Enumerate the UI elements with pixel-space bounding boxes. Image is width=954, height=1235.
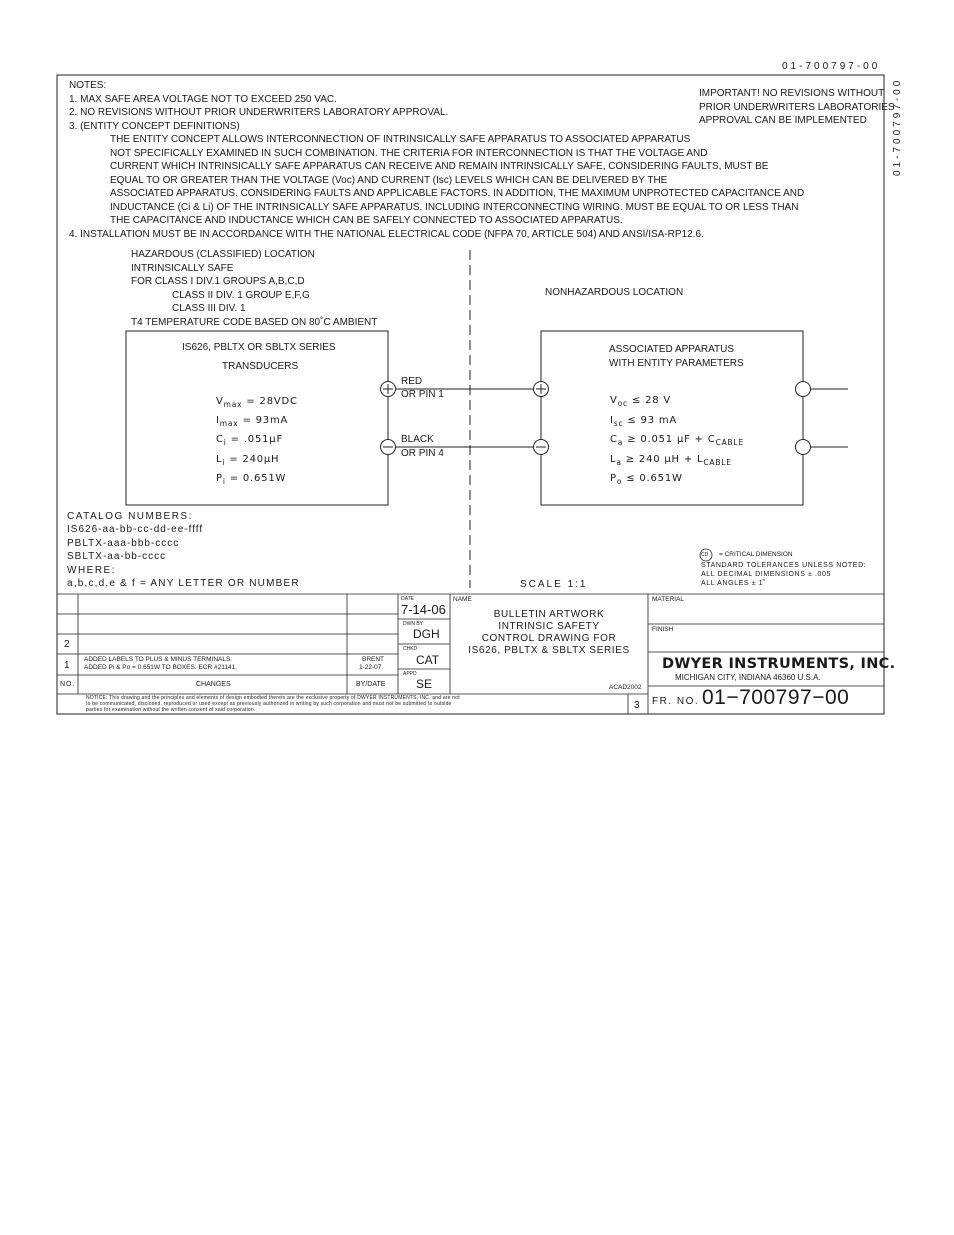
rev-by: BRENT	[362, 656, 385, 663]
black-pin-label: OR PIN 4	[401, 448, 444, 459]
note-3-line: NOT SPECIFICALLY EXAMINED IN SUCH COMBINATION. THE CRITERIA FOR INTERCONNECTION IS THAT THE VOLTAGE AND	[110, 148, 708, 159]
rev-date: 1-22-07	[359, 664, 382, 671]
note-3-line: ASSOCIATED APPARATUS. CONSIDERING FAULTS AND APPLICABLE FACTORS. IN ADDITION, THE MAXIMUM UNPROTECTED CAPACITANCE AND	[110, 188, 805, 199]
param-pi: $P_i = 0.651W$	[216, 473, 287, 486]
catalog-definition: a,b,c,d,e & f = ANY LETTER OR NUMBER	[67, 578, 300, 589]
note-3: 3. (ENTITY CONCEPT DEFINITIONS)	[69, 121, 240, 132]
drawing-name-line: BULLETIN ARTWORK	[493, 609, 605, 620]
company-name: DWYER INSTRUMENTS, INC.	[662, 656, 896, 672]
important-line: PRIOR UNDERWRITERS LABORATORIES	[699, 102, 895, 113]
minus-terminal-transducer	[381, 440, 396, 455]
date-label: DATE	[401, 596, 414, 602]
chkd-label: CHKD	[403, 646, 418, 652]
appd-value: SE	[416, 677, 433, 691]
transducer-subtitle: TRANSDUCERS	[222, 361, 299, 372]
material-label: MATERIAL	[652, 596, 685, 603]
scale-label: SCALE 1:1	[520, 579, 588, 590]
param-voc: $V_{oc} \le 28$ V	[610, 395, 672, 408]
tolerance-line: STANDARD TOLERANCES UNLESS NOTED:	[701, 562, 867, 569]
param-la: $L_a \ge 240$ $\mu H + L_{CABLE}$	[610, 454, 732, 467]
hazardous-line: INTRINSICALLY SAFE	[131, 263, 234, 274]
important-line: IMPORTANT! NO REVISIONS WITHOUT	[699, 88, 885, 99]
col-bydate: BY/DATE	[356, 681, 386, 688]
notice-line: to be communicated, disclosed, reproduced or used except as previously authorized in writing by such corporation and must not be submitted to outside	[86, 701, 452, 707]
tolerance-line: ALL ANGLES ± 1˚	[701, 580, 767, 587]
acad-version: ACAD2002	[609, 684, 642, 691]
hazardous-line: CLASS III DIV. 1	[172, 303, 246, 314]
tolerance-line: ALL DECIMAL DIMENSIONS ± .005	[701, 571, 832, 578]
drawing-number-top: 01-700797-00	[782, 61, 881, 72]
drawing-name-line: CONTROL DRAWING FOR	[481, 633, 617, 644]
output-terminal-2	[796, 440, 811, 455]
notice-line: NOTICE: This drawing and the principles and elements of design embodied therein are the exclusive property of DWYER INSTRUMENTS, INC. and are not	[86, 695, 460, 701]
associated-subtitle: WITH ENTITY PARAMETERS	[609, 358, 744, 369]
red-wire-label: RED	[401, 376, 423, 387]
note-3-line: THE CAPACITANCE AND INDUCTANCE WHICH CAN BE SAFELY CONNECTED TO ASSOCIATED APPARATUS.	[110, 215, 623, 226]
rev-number: 1	[64, 660, 70, 671]
important-line: APPROVAL CAN BE IMPLEMENTED	[699, 115, 867, 126]
hazardous-line: CLASS II DIV. 1 GROUP E,F,G	[172, 290, 310, 301]
catalog-line: PBLTX-aaa-bbb-cccc	[67, 538, 180, 549]
finish-label: FINISH	[652, 626, 674, 633]
col-no: NO.	[60, 681, 76, 688]
drawing-name-line: IS626, PBLTX & SBLTX SERIES	[468, 645, 630, 656]
cd-label: = CRITICAL DIMENSION	[719, 551, 793, 558]
date-value: 7-14-06	[401, 602, 446, 617]
transducer-title: IS626, PBLTX OR SBLTX SERIES	[182, 342, 336, 353]
catalog-line: SBLTX-aa-bb-cccc	[67, 551, 167, 562]
plus-terminal-associated	[534, 382, 549, 397]
note-3-line: EQUAL TO OR GREATER THAN THE VOLTAGE (Voc) AND CURRENT (Isc) LEVELS WHICH CAN BE DELIVERED BY THE	[110, 175, 668, 186]
black-wire-label: BLACK	[401, 434, 434, 445]
plus-terminal-transducer	[381, 382, 396, 397]
param-isc: $I_{sc} \le 93$ mA	[610, 415, 678, 428]
hazardous-line: T4 TEMPERATURE CODE BASED ON 80˚C AMBIENT	[131, 317, 378, 328]
drawing-number-side: 01-700797-00	[892, 77, 903, 176]
associated-title: ASSOCIATED APPARATUS	[609, 344, 735, 355]
note-3-line: CURRENT WHICH INTRINSICALLY SAFE APPARATUS CAN RECEIVE AND REMAIN INTRINSICALLY SAFE, CONSIDERING FAULTS, MUST BE	[110, 161, 769, 172]
notes-heading: NOTES:	[69, 80, 107, 91]
dwn-label: DWN BY	[403, 621, 423, 627]
notice-line: parties for examination without the written consent of said corporation.	[86, 707, 256, 713]
catalog-heading: CATALOG NUMBERS:	[67, 511, 193, 522]
param-ca: $C_a \ge 0.051$ $\mu F + C_{CABLE}$	[610, 434, 745, 447]
cd-symbol-text: CD	[701, 552, 709, 558]
param-ci: $C_i = .051\mu F$	[216, 434, 284, 447]
col-changes: CHANGES	[196, 681, 231, 688]
note-3-line: INDUCTANCE (Ci & Li) OF THE INTRINSICALLY SAFE APPARATUS. INCLUDING INTERCONNECTING WIRING. MUST BE EQUAL TO OR LESS THAN	[110, 202, 799, 213]
appd-label: APPD	[403, 671, 417, 677]
fr-no-value: 01−700797−00	[702, 686, 850, 709]
company-address: MICHIGAN CITY, INDIANA 46360 U.S.A.	[675, 673, 821, 682]
rev-change: ADDED LABELS TO PLUS & MINUS TERMINALS.	[84, 656, 233, 663]
name-label: NAME	[453, 596, 472, 603]
rev-change: ADDED Pi & Po = 0.651W TO BOXES. ECR #21141.	[84, 664, 238, 671]
dwn-value: DGH	[413, 627, 440, 641]
red-pin-label: OR PIN 1	[401, 389, 444, 400]
drawing-name-line: INTRINSIC SAFETY	[498, 621, 600, 632]
param-imax: $I_{max} = 93mA$	[216, 415, 289, 428]
output-terminal-1	[796, 382, 811, 397]
param-li: $L_i = 240\mu H$	[216, 454, 280, 467]
rev-number: 2	[64, 639, 70, 650]
hazardous-line: HAZARDOUS (CLASSIFIED) LOCATION	[131, 249, 315, 260]
note-2: 2. NO REVISIONS WITHOUT PRIOR UNDERWRITERS LABORATORY APPROVAL.	[69, 107, 449, 118]
note-4: 4. INSTALLATION MUST BE IN ACCORDANCE WITH THE NATIONAL ELECTRICAL CODE (NFPA 70, ARTICLE 504) AND ANSI/ISA-RP12.6.	[69, 229, 704, 240]
note-1: 1. MAX SAFE AREA VOLTAGE NOT TO EXCEED 250 VAC.	[69, 94, 337, 105]
sheet-number: 3	[634, 700, 640, 711]
note-3-line: THE ENTITY CONCEPT ALLOWS INTERCONNECTION OF INTRINSICALLY SAFE APPARATUS TO ASSOCIATED APPARATUS	[110, 134, 691, 145]
minus-terminal-associated	[534, 440, 549, 455]
chkd-value: CAT	[416, 653, 440, 667]
catalog-where: WHERE:	[67, 565, 116, 576]
catalog-line: IS626-aa-bb-cc-dd-ee-ffff	[67, 524, 204, 535]
fr-no-label: FR. NO.	[652, 696, 700, 707]
nonhazardous-location-label: NONHAZARDOUS LOCATION	[545, 287, 684, 298]
param-po: $P_o \le 0.651W$	[610, 473, 683, 486]
param-vmax: $V_{max} = 28VDC$	[216, 396, 298, 409]
hazardous-line: FOR CLASS I DIV.1 GROUPS A,B,C,D	[131, 276, 305, 287]
